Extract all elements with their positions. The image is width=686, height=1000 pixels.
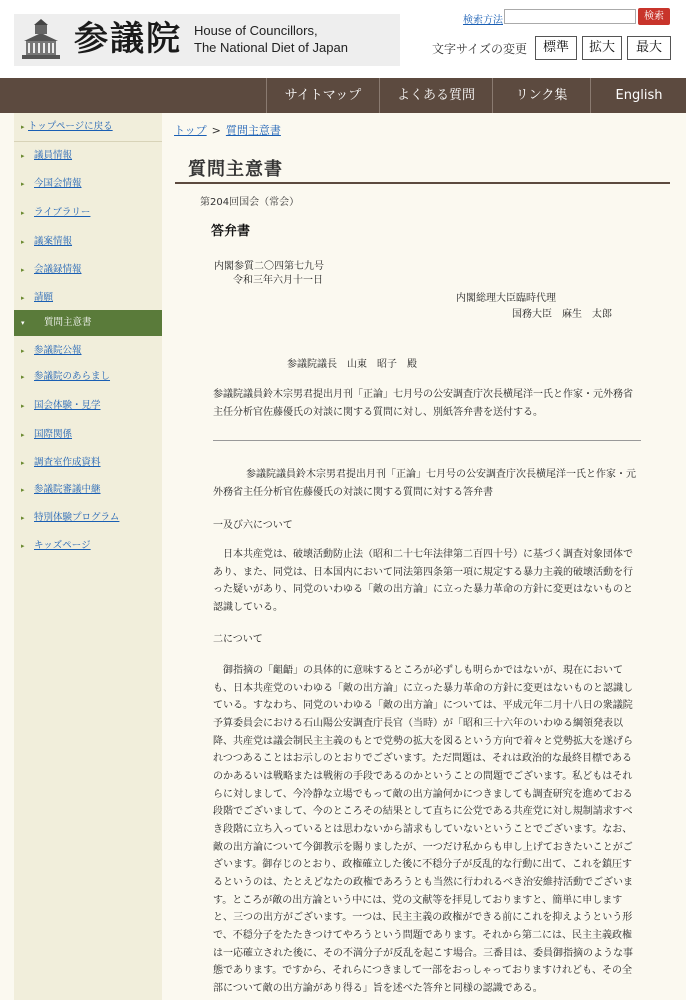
sidebar-item-written-questions[interactable] [14, 310, 162, 336]
sidebar-item-label: 参議院公報 [34, 345, 82, 356]
logo-english-line1: House of Councillors, [194, 23, 318, 38]
sidebar-item-label: 請願 [34, 292, 54, 303]
bullet-icon: ▸ [21, 294, 25, 302]
font-size-label: 文字サイズの変更 [432, 42, 528, 56]
breadcrumb [174, 122, 281, 138]
search-help-link[interactable]: 検索方法 [463, 15, 503, 26]
search-input[interactable] [504, 9, 636, 24]
document-number: 内閣参質二〇四第七九号 [214, 261, 324, 272]
bullet-icon: ▸ [21, 431, 25, 439]
bullet-icon: ▸ [21, 347, 25, 355]
document-date: 令和三年六月十一日 [233, 275, 323, 286]
bullet-icon: ▸ [21, 486, 25, 494]
sidebar-item-label: 参議院のあらまし [34, 371, 111, 382]
sidebar-item-label: 議案情報 [34, 236, 73, 247]
sidebar-item-kids[interactable] [14, 534, 162, 558]
breadcrumb-separator: > [211, 124, 221, 137]
bullet-icon: ▸ [21, 514, 25, 522]
sidebar-item-members[interactable] [14, 144, 162, 168]
sidebar [14, 113, 162, 1000]
section1-heading: 一及び六について [213, 520, 293, 531]
section1-body: 日本共産党は、破壊活動防止法（昭和二十七年法律第二百四十号）に基づく調査対象団体であり、また、同党は、日本国内において同法第四条第一項に規定する暴力主義的破壊活動を行った疑いがあり、同党のいわゆる「敵の出方論」に立った暴力革命の方針に変更はないものと認識している。 [213, 549, 633, 613]
sidebar-item-label: 質問主意書 [44, 317, 92, 328]
cover-letter-body: 参議院議員鈴木宗男君提出月刊「正論」七月号の公安調査庁次長横尾洋一氏と作家・元外務省主任分析官佐藤優氏の対談に関する質問に対し、別紙答弁書を送付する。 [213, 389, 633, 418]
sidebar-item-label: 調査室作成資料 [34, 457, 101, 468]
bullet-icon: ▸ [21, 459, 25, 467]
bullet-icon: ▸ [21, 180, 25, 188]
sidebar-item-current-session[interactable] [14, 172, 162, 196]
sidebar-item-broadcast[interactable] [14, 478, 162, 502]
bullet-icon: ▸ [21, 123, 25, 131]
search-button[interactable]: 検索 [638, 8, 670, 25]
sidebar-item-special-program[interactable] [14, 506, 162, 530]
logo-english [194, 22, 348, 56]
title-rule [175, 182, 670, 184]
bullet-icon: ▸ [21, 373, 25, 381]
bullet-icon: ▾ [21, 319, 25, 327]
section2-body: 御指摘の「齟齬」の具体的に意味するところが必ずしも明らかではないが、現在においても、日本共産党のいわゆる「敵の出方論」に立った暴力革命の方針に変更はないものと認識している。すなわち、同党のいわゆる「敵の出方論」については、平成元年二月十八日の衆議院予算委員会における石山陽公安調査庁長官（当時）が「昭和三十六年のいわゆる綱領発表以降、共産党は議会制民主主義のもとで党勢の拡大を図るという方向で着々と党勢拡大を遂げられつつあることはお示しのとおりでございます。ただ問題は、それは政治的な最終目標であるのかあるいは戦略または戦術の手段であるのかということの問題でございます。私どもはそれらに対しまして、今冷静な立場でもって敵の出方論何かにつきましても調査研究を進めておる段階でございまして、今のところその結果として直ちに公党である共産党に対し規制請求すべき段階に立ち入っているとは思わないから請求もしていないということでございます。なお、敵の出方論について今御教示を賜りましたが、一つだけ私からも申し上げておきたいことがございます。御存じのとおり、政権確立した後に不穏分子が反乱的な行動に出て、これを鎮圧するというのは、たとえどなたの政権であろうとも当然に行われるべき治安維持活動でございます。ところが敵の出方論という中には、党の文献等を拝見しておりますと、簡単に申しますと、三つの出方がございます。一つは、民主主義の政権ができる前にこれを抑えようという形で、不穏分子をたたきつけてやろうという問題であります。それから第二には、民主主義政権は一応確立された後に、その不満分子が反乱を起こす場合。三番目は、委員御指摘のような事態であります。ですから、それらにつきまして一部をおっしゃっておりますけれども、その全部について敵の出方論があり得る」旨を述べた答弁と同様の認識である。 [213, 665, 633, 994]
bullet-icon: ▸ [21, 209, 25, 217]
sidebar-item-international[interactable] [14, 423, 162, 447]
addressee: 参議院議長 山東 昭子 殿 [287, 359, 417, 370]
nav-english[interactable]: English [590, 78, 686, 113]
sidebar-item-top-page[interactable] [14, 115, 162, 139]
document-heading: 答弁書 [211, 224, 251, 239]
global-nav [0, 78, 686, 113]
sidebar-item-petitions[interactable] [14, 286, 162, 310]
bullet-icon: ▸ [21, 402, 25, 410]
session-label: 第204回国会（常会） [200, 197, 300, 208]
signer-title: 内閣総理大臣臨時代理 [456, 293, 556, 304]
sidebar-item-label: 会議録情報 [34, 264, 82, 275]
signer-name: 国務大臣 麻生 太郎 [512, 309, 612, 320]
site-logo[interactable] [14, 14, 400, 66]
section2-heading: 二について [213, 634, 263, 645]
bullet-icon: ▸ [21, 266, 25, 274]
font-size-large-button[interactable]: 拡大 [582, 36, 622, 60]
sidebar-item-label: トップページに戻る [28, 121, 113, 132]
logo-english-line2: The National Diet of Japan [194, 40, 348, 55]
sidebar-item-minutes[interactable] [14, 258, 162, 282]
sidebar-item-label: 国会体験・見学 [34, 400, 101, 411]
font-size-max-button[interactable]: 最大 [627, 36, 671, 60]
sidebar-item-label: 参議院審議中継 [34, 484, 101, 495]
bullet-icon: ▸ [21, 542, 25, 550]
sidebar-item-label: 今国会情報 [34, 178, 82, 189]
breadcrumb-current-link[interactable]: 質問主意書 [225, 124, 281, 137]
sidebar-item-label: ライブラリー [34, 207, 91, 218]
logo-kanji: 参議院 [74, 19, 182, 59]
sidebar-item-research[interactable] [14, 451, 162, 475]
nav-links[interactable]: リンク集 [492, 78, 590, 113]
diet-building-icon [18, 17, 64, 63]
answer-title: 参議院議員鈴木宗男君提出月刊「正論」七月号の公安調査庁次長横尾洋一氏と作家・元外務省主任分析官佐藤優氏の対談に関する質問に対する答弁書 [213, 469, 636, 498]
nav-sitemap[interactable]: サイトマップ [266, 78, 379, 113]
sidebar-item-label: 国際関係 [34, 429, 73, 440]
page-title: 質問主意書 [188, 159, 283, 180]
section-divider [213, 440, 641, 441]
site-header [0, 0, 686, 78]
bullet-icon: ▸ [21, 238, 25, 246]
sidebar-item-overview[interactable] [14, 365, 162, 389]
sidebar-item-library[interactable] [14, 201, 162, 225]
sidebar-item-bills[interactable] [14, 230, 162, 254]
bullet-icon: ▸ [21, 152, 25, 160]
sidebar-item-label: 議員情報 [34, 150, 73, 161]
font-size-standard-button[interactable]: 標準 [535, 36, 577, 60]
sidebar-divider [14, 141, 162, 142]
sidebar-item-visit[interactable] [14, 394, 162, 418]
nav-faq[interactable]: よくある質問 [379, 78, 492, 113]
breadcrumb-top-link[interactable]: トップ [174, 124, 207, 137]
sidebar-item-label: キッズページ [34, 540, 91, 551]
sidebar-item-bulletin[interactable] [14, 339, 162, 363]
sidebar-item-label: 特別体験プログラム [34, 512, 120, 523]
